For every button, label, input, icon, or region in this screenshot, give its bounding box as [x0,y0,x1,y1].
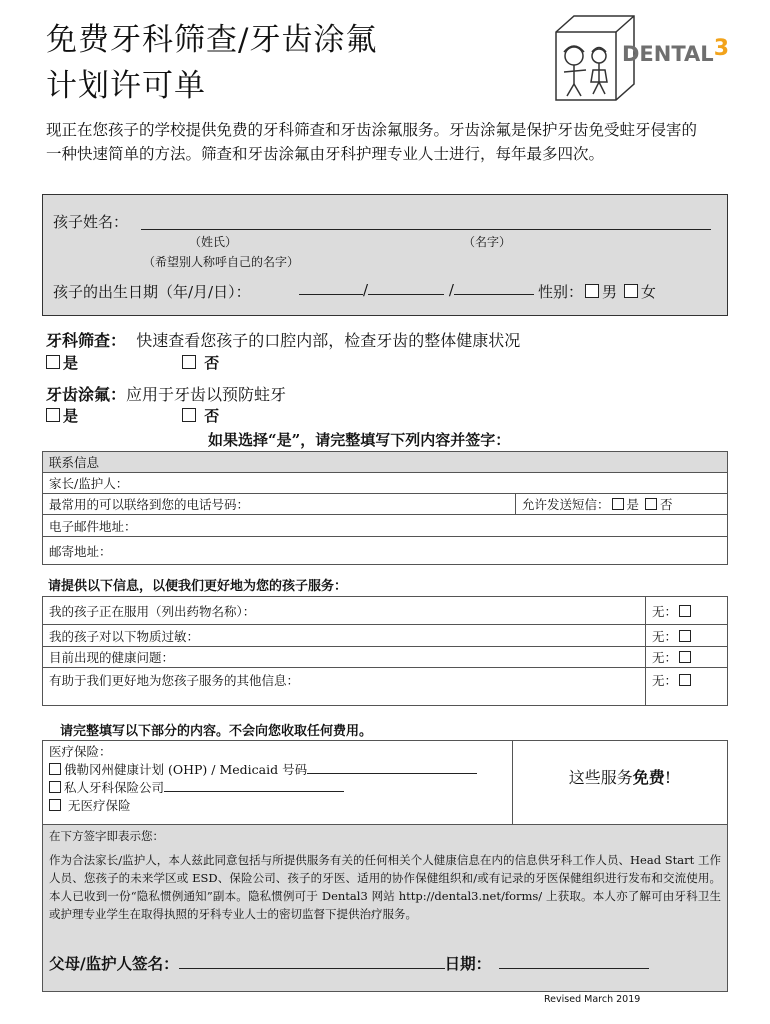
child-info-box [42,194,728,316]
sms-no-label: 否 [660,497,673,512]
signature-row [49,955,649,973]
last-name-caption: （姓氏） [189,235,238,249]
dob-field[interactable]: / / [299,281,534,299]
free-prefix: 这些服务 [568,768,633,787]
sign-intro: 在下方签字即表示您： [49,829,164,843]
consent-cell [43,825,727,991]
health-row-medication[interactable]: 我的孩子正在服用（列出药物名称）： [43,597,646,625]
guardian-field[interactable]: 家长/监护人： [43,473,728,494]
insurance-cell [43,741,513,825]
insurance-label: 医疗保险： [49,744,112,759]
sms-cell [516,494,728,515]
email-field[interactable]: 电子邮件地址： [43,515,728,537]
none-checkbox[interactable] [679,651,691,663]
fluoride-no-label: 否 [204,407,220,425]
none-checkbox[interactable] [679,605,691,617]
complete-heading: 请完整填写以下部分的内容。不会向您收取任何费用。 [60,724,373,739]
gender-female-checkbox[interactable] [624,284,638,298]
health-table [42,596,728,706]
signature-label: 父母/监护人签名： [49,954,179,973]
insurance-private-option[interactable] [49,779,506,797]
gender-male-checkbox[interactable] [585,284,599,298]
date-label: 日期： [444,954,492,973]
none-label: 无： [652,650,678,665]
health-none-cell [646,597,728,625]
insurance-none-checkbox[interactable] [49,799,61,811]
screening-label: 牙科筛查： [46,331,127,350]
fluoride-desc: 应用于牙齿以预防蛀牙 [126,385,287,404]
none-checkbox[interactable] [679,674,691,686]
health-row-conditions[interactable]: 目前出现的健康问题： [43,647,646,668]
health-none-cell [646,625,728,647]
insurance-private-label: 私人牙科保险公司 [64,780,165,795]
insurance-consent-block [42,740,728,992]
form-title-line1: 免费牙科筛查/牙齿涂氟 [46,22,378,58]
free-bold: 免费 [632,768,665,787]
fluoride-label: 牙齿涂氟： [46,385,127,404]
screening-desc: 快速查看您孩子的口腔内部，检查牙齿的整体健康状况 [136,331,521,350]
sms-yes-checkbox[interactable] [612,498,624,510]
dental3-logo [552,12,729,104]
first-name-caption: （名字） [463,235,512,249]
logo-text [622,36,729,67]
signature-field[interactable] [179,968,445,969]
gender-label: 性别： [538,283,584,301]
screening-no-label: 否 [204,354,220,372]
fluoride-yes-label: 是 [63,407,79,425]
screening-yes-label: 是 [63,354,79,372]
health-row-other[interactable]: 有助于我们更好地为您孩子服务的其他信息： [43,668,646,706]
none-checkbox[interactable] [679,630,691,642]
contact-table [42,451,728,565]
insurance-private-checkbox[interactable] [49,781,61,793]
phone-field[interactable]: 最常用的可以联络到您的电话号码： [43,494,516,515]
screening-no-checkbox[interactable] [182,355,196,369]
none-label: 无： [652,628,678,644]
screening-row [46,328,520,351]
sms-label: 允许发送短信： [522,497,610,512]
free-services-cell [513,741,727,825]
sms-no-checkbox[interactable] [645,498,657,510]
dob-label: 孩子的出生日期（年/月/日）： [53,283,251,301]
health-none-cell [646,647,728,668]
logo-superscript: 3 [713,36,729,61]
health-row-allergies[interactable]: 我的孩子对以下物质过敏： [43,625,646,647]
preferred-name-caption: （希望别人称呼自己的名字） [143,255,300,269]
health-none-cell [646,668,728,706]
none-label: 无： [652,673,678,688]
fluoride-no-option[interactable] [182,405,219,426]
insurance-none-label: 无医疗保险 [67,798,131,813]
gender-row [538,281,656,302]
child-name-label: 孩子姓名： [53,213,129,231]
gender-female-label: 女 [640,283,656,301]
child-name-field[interactable] [141,229,711,230]
mail-field[interactable]: 邮寄地址： [43,537,728,565]
fluoride-no-checkbox[interactable] [182,408,196,422]
insurance-ohp-checkbox[interactable] [49,763,61,775]
sms-yes-label: 是 [626,497,640,512]
form-title-line2: 计划许可单 [46,68,206,104]
insurance-none-option[interactable] [49,797,506,815]
screening-no-option[interactable] [182,352,219,373]
logo-wordmark: DENTAL [622,42,714,66]
if-yes-instruction: 如果选择“是”，请完整填写下列内容并签字： [208,431,511,449]
revision-footer: Revised March 2019 [544,994,641,1005]
intro-paragraph: 现正在您孩子的学校提供免费的牙科筛查和牙齿涂氟服务。牙齿涂氟是保护牙齿免受蛀牙侵害的一种快速简单的方法。筛查和牙齿涂氟由牙科护理专业人士进行，每年最多四次。 [46,121,698,163]
consent-text: 作为合法家长/监护人，本人兹此同意包括与所提供服务有关的任何相关个人健康信息在内的信息供牙科工作人员、Head Start 工作人员、您孩子的未来学区或 ESD、保险公司、孩子的牙医、适用的协作保健组织和/或有记录的牙医保健组织进行发布和交流使用。本人已收到一份“隐私惯例通知”副本。隐私惯例可于 Dental3 网站 http://dental3.net/forms/ 上获取。本人亦了解可由牙科卫生或护理专业学生在取得执照的牙科专业人士的密切监督下提供治疗服务。 [49,853,721,921]
free-suffix: ! [664,768,672,787]
insurance-ohp-option[interactable] [49,761,506,779]
contact-header: 联系信息 [43,452,728,473]
fluoride-row [46,382,286,405]
fluoride-yes-option[interactable] [46,405,78,426]
gender-male-label: 男 [602,283,618,301]
none-label: 无： [652,603,678,619]
fluoride-yes-checkbox[interactable] [46,408,60,422]
info-heading: 请提供以下信息，以便我们更好地为您的孩子服务： [48,579,348,594]
insurance-ohp-label: 俄勒冈州健康计划 (OHP) / Medicaid 号码 [64,762,308,777]
screening-yes-option[interactable] [46,352,78,373]
date-field[interactable] [499,968,649,969]
screening-yes-checkbox[interactable] [46,355,60,369]
